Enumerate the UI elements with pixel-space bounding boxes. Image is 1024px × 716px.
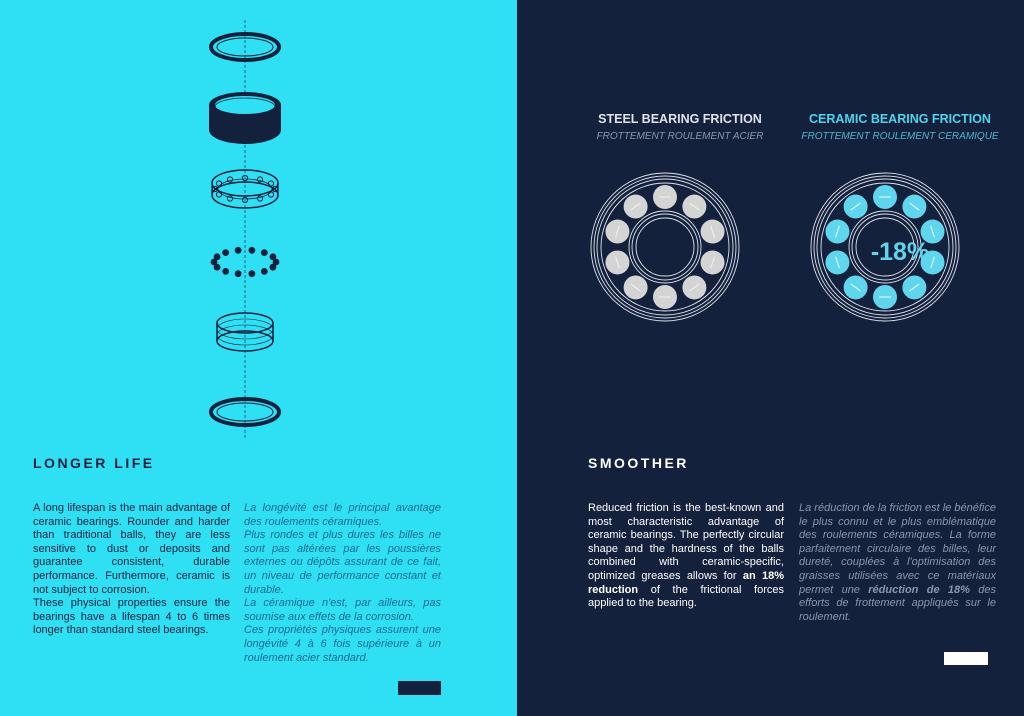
longer-life-text-fr [244, 502, 441, 665]
cage-pocket-icon [216, 181, 221, 186]
fr-paragraph: Ces propriétés physiques assurent une longévité 4 à 6 fois supérieure à un roulement acier standard. [244, 624, 441, 664]
steel-bearing-subtitle: FROTTEMENT ROULEMENT ACIER [596, 131, 764, 142]
ball-icon [248, 247, 255, 254]
outer-race-icon [209, 92, 281, 144]
en-text-bold: an 18% reduction [588, 569, 784, 596]
steel-bearing-title: STEEL BEARING FRICTION [598, 112, 762, 126]
page-tab-marker [398, 681, 441, 695]
fr-text: La réduction de la friction est le bénéfice le plus connu et le plus emblématique des roulements céramiques. La forme parfaitement circulaire des billes, leur dureté, couplées à l'optimisation des graisses utilisées avec ce matériaux permet une [799, 502, 996, 596]
cage-pocket-icon [257, 196, 262, 201]
smoother-text-en [588, 502, 784, 611]
friction-reduction-label: -18% [870, 238, 930, 266]
cage-pocket-icon [227, 196, 232, 201]
cage-pockets [212, 175, 277, 202]
page-tab-marker [944, 652, 988, 665]
ball-icon [270, 253, 277, 260]
cage-pocket-icon [268, 181, 273, 186]
ball-icon [261, 249, 268, 256]
en-paragraph: These physical properties ensure the bearings have a lifespan 4 to 6 times longer than standard steel bearings. [33, 597, 230, 637]
fr-paragraph: La longévité est le principal avantage des roulements céramiques. [244, 502, 441, 528]
ceramic-bearing-title: CERAMIC BEARING FRICTION [809, 112, 991, 126]
ball-icon [222, 268, 229, 275]
fr-text-bold: réduction de 18% [868, 583, 970, 596]
ball-icon [261, 268, 268, 275]
smoother-heading: SMOOTHER [588, 455, 689, 471]
ball-icon [235, 270, 242, 277]
ball-icon [222, 249, 229, 256]
cage-pocket-icon [257, 177, 262, 182]
longer-life-text-en [33, 502, 230, 638]
fr-text: des efforts de frottement appliqués sur le roulement. [799, 583, 997, 623]
cage-pocket-icon [216, 192, 221, 197]
fr-paragraph: Plus rondes et plus dures les billes ne sont pas altérées par les poussières externes ou dépôts assurant de ce fait, un niveau de performance constant et durable. [244, 529, 441, 596]
smoother-text-fr [799, 502, 996, 624]
ball-icon [248, 270, 255, 277]
en-text: Reduced friction is the best-known and most characteristic advantage of ceramic bearings. The perfectly circular shape and the hardness of the balls combined with ceramic-specific, optimized greases allows for [588, 502, 784, 582]
longer-life-heading: LONGER LIFE [33, 455, 155, 471]
steel-bearing-diagram [590, 172, 740, 322]
cage-pocket-icon [268, 192, 273, 197]
ball-icon [235, 247, 242, 254]
ball-icon [214, 253, 221, 260]
en-paragraph: A long lifespan is the main advantage of ceramic bearings. Rounder and harder than traditional balls, they are less sensitive to dust or deposits and guarantee consistent, durable performance. Furthermore, ceramic is not subject to corrosion. [33, 502, 230, 596]
en-text: of the frictional forces applied to the bearing. [588, 583, 784, 610]
ceramic-bearing-subtitle: FROTTEMENT ROULEMENT CERAMIQUE [801, 131, 999, 142]
exploded-bearing-illustration [195, 20, 295, 440]
cage-pocket-icon [227, 177, 232, 182]
fr-paragraph: La céramique n'est, par ailleurs, pas soumise aux effets de la corrosion. [244, 597, 441, 623]
ball-icon [270, 264, 277, 271]
